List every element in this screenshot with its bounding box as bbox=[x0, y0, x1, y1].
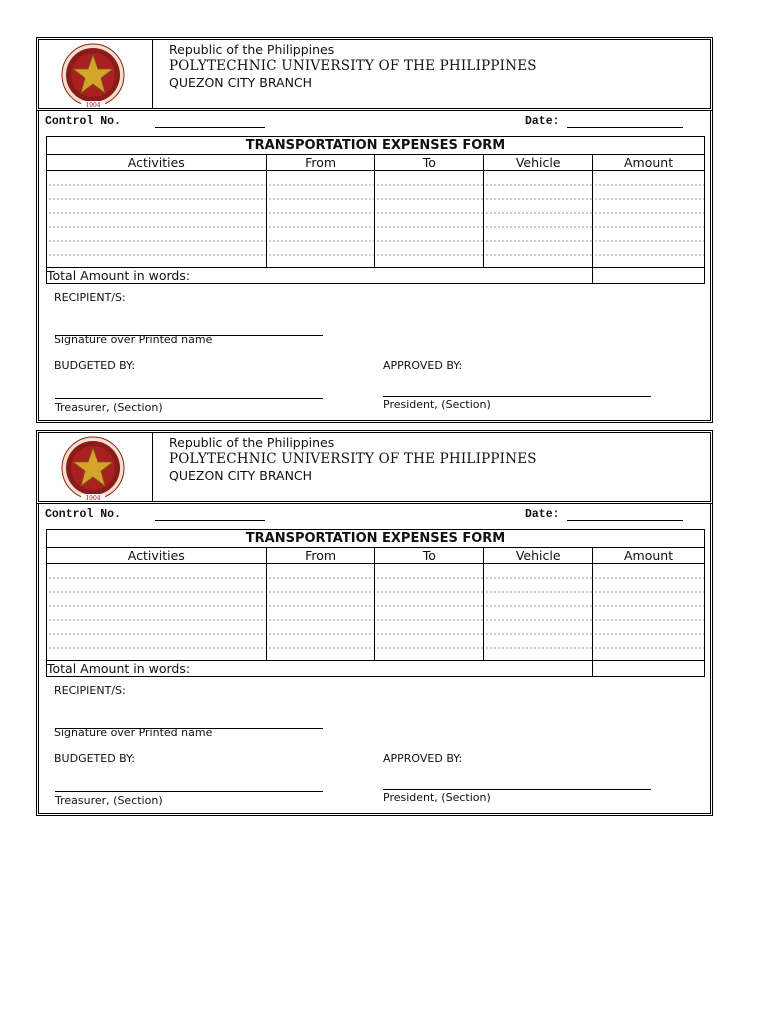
vehicle-cell[interactable] bbox=[484, 564, 593, 661]
form-header bbox=[36, 430, 713, 504]
column-activities: Activities bbox=[47, 155, 267, 171]
total-amount-cell[interactable] bbox=[593, 268, 705, 284]
column-amount: Amount bbox=[593, 155, 705, 171]
university-name: POLYTECHNIC UNIVERSITY OF THE PHILIPPINES bbox=[169, 58, 537, 74]
expense-table bbox=[46, 136, 705, 284]
date-label: Date: bbox=[525, 115, 560, 128]
republic-line: Republic of the Philippines bbox=[169, 42, 335, 57]
form-title: TRANSPORTATION EXPENSES FORM bbox=[47, 137, 705, 155]
svg-text:1904: 1904 bbox=[85, 102, 101, 109]
control-no-field[interactable] bbox=[155, 127, 265, 128]
president-signature-line[interactable] bbox=[383, 789, 651, 790]
column-from: From bbox=[266, 548, 375, 564]
expense-table bbox=[46, 529, 705, 677]
treasurer-signature-line[interactable] bbox=[55, 791, 323, 792]
signature-label: Signature over Printed name bbox=[54, 726, 213, 739]
president-signature-line[interactable] bbox=[383, 396, 651, 397]
branch-name: QUEZON CITY BRANCH bbox=[169, 468, 313, 483]
column-amount: Amount bbox=[593, 548, 705, 564]
control-no-label: Control No. bbox=[45, 115, 121, 128]
form-title: TRANSPORTATION EXPENSES FORM bbox=[47, 530, 705, 548]
amount-cell[interactable] bbox=[593, 564, 705, 661]
svg-text:1904: 1904 bbox=[85, 495, 101, 502]
treasurer-label: Treasurer, (Section) bbox=[55, 401, 163, 414]
signature-label: Signature over Printed name bbox=[54, 333, 213, 346]
total-amount-cell[interactable] bbox=[593, 661, 705, 677]
university-name: POLYTECHNIC UNIVERSITY OF THE PHILIPPINES bbox=[169, 451, 537, 467]
university-seal-icon bbox=[53, 436, 133, 502]
approved-by-label: APPROVED BY: bbox=[383, 359, 463, 372]
branch-name: QUEZON CITY BRANCH bbox=[169, 75, 313, 90]
treasurer-signature-line[interactable] bbox=[55, 398, 323, 399]
form-body bbox=[36, 504, 713, 816]
form-body bbox=[36, 111, 713, 423]
column-activities: Activities bbox=[47, 548, 267, 564]
control-no-label: Control No. bbox=[45, 508, 121, 521]
activities-cell[interactable] bbox=[47, 564, 267, 661]
recipient-label: RECIPIENT/S: bbox=[54, 291, 126, 304]
recipient-label: RECIPIENT/S: bbox=[54, 684, 126, 697]
total-amount-words[interactable]: Total Amount in words: bbox=[47, 661, 593, 677]
vehicle-cell[interactable] bbox=[484, 171, 593, 268]
date-field[interactable] bbox=[567, 127, 683, 128]
control-no-field[interactable] bbox=[155, 520, 265, 521]
president-label: President, (Section) bbox=[383, 791, 491, 804]
budgeted-by-label: BUDGETED BY: bbox=[54, 752, 136, 765]
from-cell[interactable] bbox=[266, 171, 375, 268]
to-cell[interactable] bbox=[375, 171, 484, 268]
column-vehicle: Vehicle bbox=[484, 155, 593, 171]
expense-form-1 bbox=[36, 37, 713, 423]
to-cell[interactable] bbox=[375, 564, 484, 661]
treasurer-label: Treasurer, (Section) bbox=[55, 794, 163, 807]
approved-by-label: APPROVED BY: bbox=[383, 752, 463, 765]
budgeted-by-label: BUDGETED BY: bbox=[54, 359, 136, 372]
date-label: Date: bbox=[525, 508, 560, 521]
column-from: From bbox=[266, 155, 375, 171]
column-to: To bbox=[375, 155, 484, 171]
republic-line: Republic of the Philippines bbox=[169, 435, 335, 450]
president-label: President, (Section) bbox=[383, 398, 491, 411]
total-amount-words[interactable]: Total Amount in words: bbox=[47, 268, 593, 284]
form-header bbox=[36, 37, 713, 111]
activities-cell[interactable] bbox=[47, 171, 267, 268]
university-seal-icon bbox=[53, 43, 133, 109]
amount-cell[interactable] bbox=[593, 171, 705, 268]
date-field[interactable] bbox=[567, 520, 683, 521]
column-vehicle: Vehicle bbox=[484, 548, 593, 564]
from-cell[interactable] bbox=[266, 564, 375, 661]
column-to: To bbox=[375, 548, 484, 564]
expense-form-2 bbox=[36, 430, 713, 816]
